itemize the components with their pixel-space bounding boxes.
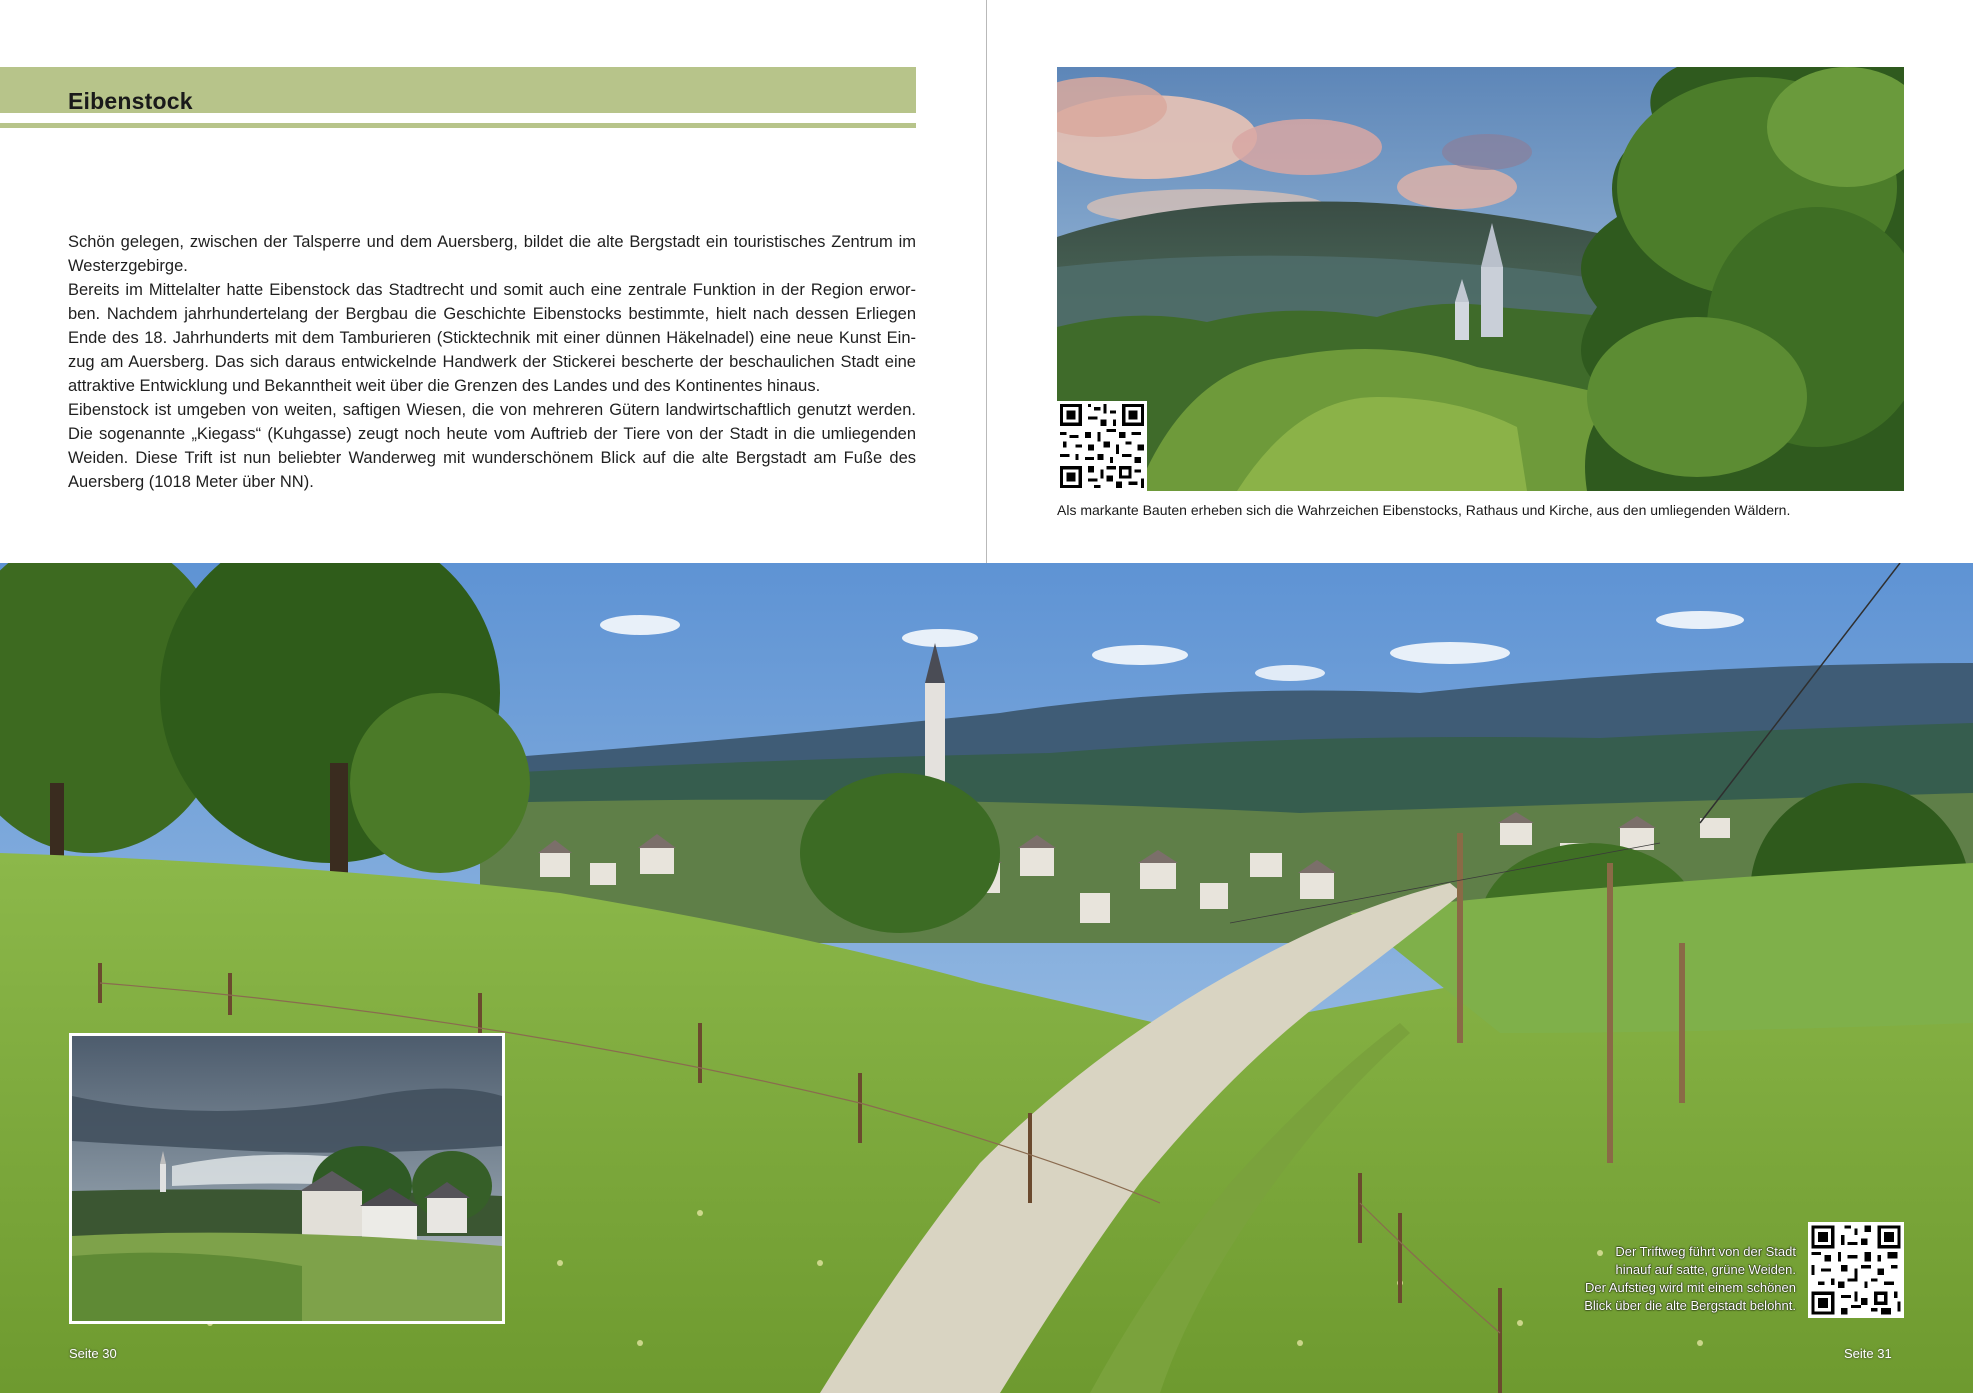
photo-caption: Als markante Bauten erheben sich die Wahrzeichen Eibenstocks, Rathaus und Kirche, aus den umliegenden Wäldern. (1057, 502, 1791, 518)
caption-line: Blick über die alte Bergstadt belohnt. (1584, 1298, 1796, 1313)
body-text (68, 230, 916, 494)
panorama-caption (1540, 1243, 1796, 1315)
qr-code[interactable] (1057, 401, 1147, 491)
caption-line: Der Aufstieg wird mit einem schönen (1585, 1280, 1796, 1295)
qr-code[interactable] (1808, 1222, 1904, 1318)
body-paragraph: Eibenstock ist umgeben von weiten, saftigen Wiesen, die von mehreren Gütern landwirtschaftlich genutzt werden. Die sogenannte „Kiegass“ (Kuhgasse) zeugt noch heute vom Auftrieb der Tiere von der Stadt in die umliegenden Weiden. Diese Trift ist nun beliebter Wanderweg mit wunderschönem Blick auf die alte Bergstadt am Fuße des Auersberg (1018 Meter über NN). (68, 401, 916, 491)
body-paragraph: Bereits im Mittelalter hatte Eibenstock das Stadtrecht und somit auch eine zentrale Funktion in der Region erworben. Nachdem jahrhundertelang der Bergbau die Geschichte Eibenstocks bestimmte, hielt nach dessen Erliegen Ende des 18. Jahrhunderts mit dem Tamburieren (Sticktechnik mit einer dünnen Häkelnadel) eine neue Kunst Einzug am Auersberg. Das sich daraus entwickelnde Handwerk der Stickerei bescherte der beschaulichen Stadt eine attraktive Entwicklung und Bekanntheit weit über die Grenzen des Landes und des Kontinentes hinaus. (68, 281, 916, 395)
page-number-right: Seite 31 (1844, 1346, 1892, 1361)
photo-church-forest (1057, 67, 1904, 491)
inset-photo-storm (69, 1033, 505, 1324)
page-number-left: Seite 30 (69, 1346, 117, 1361)
body-paragraph: Schön gelegen, zwischen der Talsperre und dem Auersberg, bildet die alte Bergstadt ein touristisches Zentrum im Westerzgebirge. (68, 233, 916, 275)
caption-line: hinauf auf satte, grüne Weiden. (1615, 1262, 1796, 1277)
caption-line: Der Triftweg führt von der Stadt (1615, 1244, 1796, 1259)
page-title: Eibenstock (68, 88, 193, 114)
title-underline (0, 123, 916, 128)
